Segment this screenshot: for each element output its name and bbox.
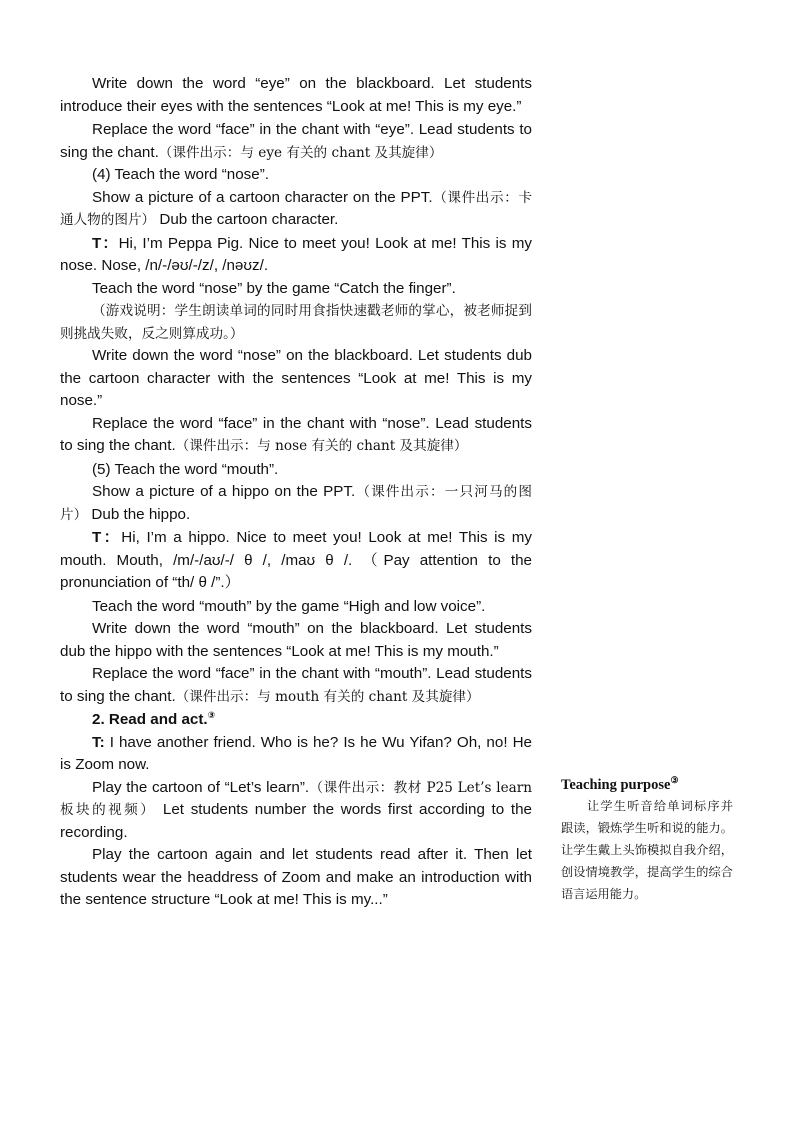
paragraph-text: Replace the word “face” in the chant with “mouth”. Lead students to sing the chant. bbox=[60, 665, 532, 705]
lesson-body bbox=[60, 73, 532, 912]
paragraph-text: Show a picture of a hippo on the PPT. bbox=[92, 483, 356, 500]
paragraph-text: Replace the word “face” in the chant with “nose”. Lead students to sing the chant. bbox=[60, 414, 532, 454]
section-heading-read-and-act bbox=[60, 709, 532, 732]
paragraph-game-mouth: Teach the word “mouth” by the game “High and low voice”. bbox=[92, 597, 486, 615]
teacher-label: T： bbox=[92, 234, 119, 252]
teacher-line-zoom bbox=[60, 732, 532, 777]
footnote-mark: ③ bbox=[207, 709, 216, 720]
paragraph-write-nose: Write down the word “nose” on the blackboard. Let students dub the cartoon character with the sentences “Look at me! This is my nose.” bbox=[60, 347, 532, 409]
sidebar-title bbox=[561, 775, 733, 795]
paragraph-text-end: Let students number the words first according to the recording. bbox=[60, 801, 532, 841]
courseware-note: （课件出示：一只河马的图片） bbox=[60, 484, 532, 523]
paragraph-text: Show a picture of a cartoon character on the PPT. bbox=[92, 188, 433, 206]
sidebar-text: 让学生听音给单词标序并跟读，锻炼学生听和说的能力。让学生戴上头饰模拟自我介绍，创设情境教学，提高学生的综合语言运用能力。 bbox=[561, 799, 733, 901]
footnote-mark: ③ bbox=[670, 775, 679, 786]
game-explanation: （游戏说明：学生朗读单词的同时用食指快速戳老师的掌心，被老师捉到则挑战失败，反之则算成功。） bbox=[60, 303, 532, 342]
paragraph-replace-eye bbox=[60, 119, 532, 164]
teacher-label: T: bbox=[92, 733, 105, 751]
teacher-speech: Hi, I’m a hippo. Nice to meet you! Look at me! This is my mouth. Mouth, /m/-/aʊ/-/ θ /, /maʊ θ /. （Pay attention to the pronunciation of “th/ θ /”.） bbox=[60, 529, 532, 591]
step-teach-mouth: (5) Teach the word “mouth”. bbox=[92, 460, 279, 478]
teacher-speech: Hi, I’m Peppa Pig. Nice to meet you! Look at me! This is my nose. Nose, /n/-/əʊ/-/z/, /nəʊz/. bbox=[60, 234, 532, 274]
paragraph-play-cartoon bbox=[60, 777, 532, 845]
teacher-line-hippo bbox=[60, 527, 532, 595]
paragraph-text-end: Dub the hippo. bbox=[87, 505, 191, 523]
paragraph-show-hippo bbox=[60, 481, 532, 526]
courseware-note: （课件出示：与 mouth 有关的 chant 及其旋律） bbox=[175, 688, 480, 705]
paragraph-play-again: Play the cartoon again and let students read after it. Then let students wear the headdress of Zoom and make an introduction with the sentence structure “Look at me! This is my...” bbox=[60, 846, 532, 908]
teacher-label: T： bbox=[92, 529, 122, 546]
paragraph-write-eye: Write down the word “eye” on the blackboard. Let students introduce their eyes with the sentences “Look at me! This is my eye.” bbox=[60, 75, 532, 115]
paragraph-text: Play the cartoon of “Let’s learn”. bbox=[92, 778, 310, 796]
paragraph-text: Replace the word “face” in the chant with “eye”. Lead students to sing the chant. bbox=[60, 121, 532, 161]
paragraph-show-cartoon bbox=[60, 187, 532, 232]
paragraph-text-end: Dub the cartoon character. bbox=[155, 211, 339, 228]
paragraph-write-mouth: Write down the word “mouth” on the blackboard. Let students dub the hippo with the sentences “Look at me! This is my mouth.” bbox=[60, 620, 532, 660]
courseware-note: （课件出示：教材 P25 Let’s learn 板块的视频） bbox=[60, 779, 532, 818]
teaching-purpose-sidebar bbox=[561, 775, 733, 905]
step-teach-nose: (4) Teach the word “nose”. bbox=[92, 166, 269, 183]
paragraph-replace-nose bbox=[60, 413, 532, 458]
sidebar-title-text: Teaching purpose bbox=[561, 777, 671, 793]
paragraph-game-nose: Teach the word “nose” by the game “Catch the finger”. bbox=[92, 279, 456, 297]
courseware-note: （课件出示：卡通人物的图片） bbox=[60, 189, 533, 228]
paragraph-replace-mouth bbox=[60, 663, 532, 708]
heading-text: 2. Read and act. bbox=[92, 711, 208, 728]
courseware-note: （课件出示：与 nose 有关的 chant 及其旋律） bbox=[175, 438, 468, 454]
teacher-speech: I have another friend. Who is he? Is he Wu Yifan? Oh, no! He is Zoom now. bbox=[60, 733, 532, 773]
teacher-line-peppa bbox=[60, 233, 532, 278]
courseware-note: （课件出示：与 eye 有关的 chant 及其旋律） bbox=[158, 144, 443, 161]
